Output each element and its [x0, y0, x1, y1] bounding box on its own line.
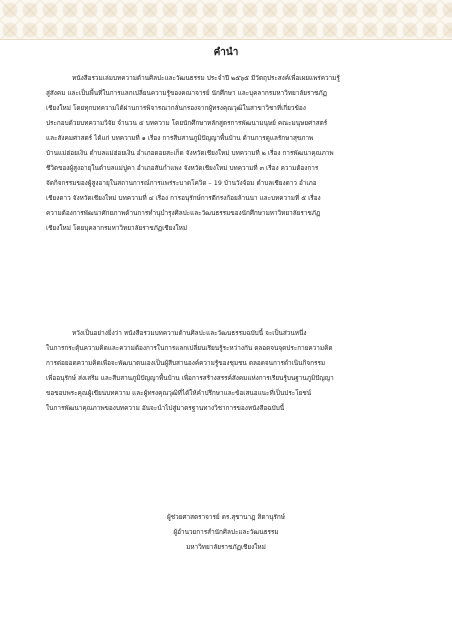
signature-organization: มหาวิทยาลัยราชภัฏเชียงใหม่ [186, 543, 266, 551]
paragraph-line: และสังคมศาสตร์ ได้แก่ บทความที่ ๑ เรื่อง การสืบสานภูมิปัญญาพื้นบ้าน ด้านการดูแลรักษาสุขภาพ [46, 134, 314, 142]
paragraph-line: การต่อยอดความคิดเพื่อจะพัฒนาตนเองเป็นผู้สืบสานองค์ความรู้ของชุมชน ตลอดจนการดำเนินกิจกรรม [46, 359, 326, 367]
paragraph-closing [46, 326, 414, 416]
paragraph-line: หนังสือรวมเล่มบทความด้านศิลปะและวัฒนธรรม ประจำปี ๒๕๖๕ มีวัตถุประสงค์เพื่อเผยแพร่ความรู้ [72, 74, 340, 82]
paragraph-line: หวังเป็นอย่างยิ่งว่า หนังสือรวมบทความด้านศิลปะและวัฒนธรรมฉบับนี้ จะเป็นส่วนหนึ่ง [72, 329, 307, 337]
decorative-header-pattern [0, 0, 452, 40]
paragraph-line: สู่สังคม และเป็นพื้นที่ในการแลกเปลี่ยนความรู้ของคณาจารย์ นักศึกษา และบุคลากรมหาวิทยาลัยราชภัฏ [46, 89, 327, 97]
paragraph-line: เชียงใหม่ โดยทุกบทความได้ผ่านการพิจารณากลั่นกรองจากผู้ทรงคุณวุฒิในสาขาวิชาที่เกี่ยวข้อง [46, 104, 306, 112]
paragraph-line: ในการพัฒนาคุณภาพของบทความ อันจะนำไปสู่มาตรฐานทางวิชาการของหนังสือฉบับนี้ [46, 404, 285, 412]
signature-block [0, 510, 452, 555]
paragraph-line: ขอขอบพระคุณผู้เขียนบทความ และผู้ทรงคุณวุฒิที่ได้ให้คำปรึกษาและข้อเสนอแนะที่เป็นประโยชน์ [46, 389, 312, 397]
paragraph-line: ประกอบด้วยบทความวิจัย จำนวน ๕ บทความ โดยนักศึกษาหลักสูตรการพัฒนามนุษย์ คณะมนุษยศาสตร์ [46, 119, 328, 127]
signature-name: ผู้ช่วยศาสตราจารย์ ดร.สุชานาฏ สิตานุรักษ์ [167, 513, 285, 521]
page-title: คำนำ [213, 47, 239, 58]
paragraph-line: เชียงใหม่ โดยบุคลากรมหาวิทยาลัยราชภัฏเชียงใหม่ [46, 224, 188, 232]
paragraph-intro [46, 71, 414, 236]
paragraph-line: ความต้องการพัฒนาศักยภาพด้านการทำนุบำรุงศิลปะและวัฒนธรรมของนักศึกษามหาวิทยาลัยราชภัฏ [46, 209, 321, 217]
paragraph-line: เพื่ออนุรักษ์ ส่งเสริม และสืบสานภูมิปัญญาพื้นบ้าน เพื่อการสร้างสรรค์สังคมแห่งการเรียนรู้บนฐานภูมิปัญญา [46, 374, 334, 382]
paragraph-line: ในการกระตุ้นความคิดและความต้องการในการแลกเปลี่ยนเรียนรู้ระหว่างกัน ตลอดจนจุดประกายความคิด [46, 344, 333, 352]
signature-position: ผู้อำนวยการสำนักศิลปะและวัฒนธรรม [173, 528, 279, 536]
paragraph-line: ชีวิตของผู้สูงอายุในตำบลแม่ปูคา อำเภอสันกำแพง จังหวัดเชียงใหม่ บทความที่ ๓ เรื่อง ความต้องการ [46, 164, 319, 172]
paragraph-line: เชียงดาว จังหวัดเชียงใหม่ บทความที่ ๔ เรื่อง การอนุรักษ์การตีกรงก้อยล้านนา และบทความที่ ๕ เรื่อง [46, 194, 321, 202]
paragraph-line: จัดกิจกรรมของผู้สูงอายุในสถานการณ์การแพร่ระบาดโควิด – 19 บ้านวังจ้อม ตำบลเชียงดาว อำเภอ [46, 179, 317, 187]
paragraph-line: บ้านแม่ฮ่อยเงิน ตำบลแม่ฮ่อยเงิน อำเภอดอยสะเก็ด จังหวัดเชียงใหม่ บทความที่ ๒ เรื่อง การพัฒนาคุณภาพ [46, 149, 334, 157]
